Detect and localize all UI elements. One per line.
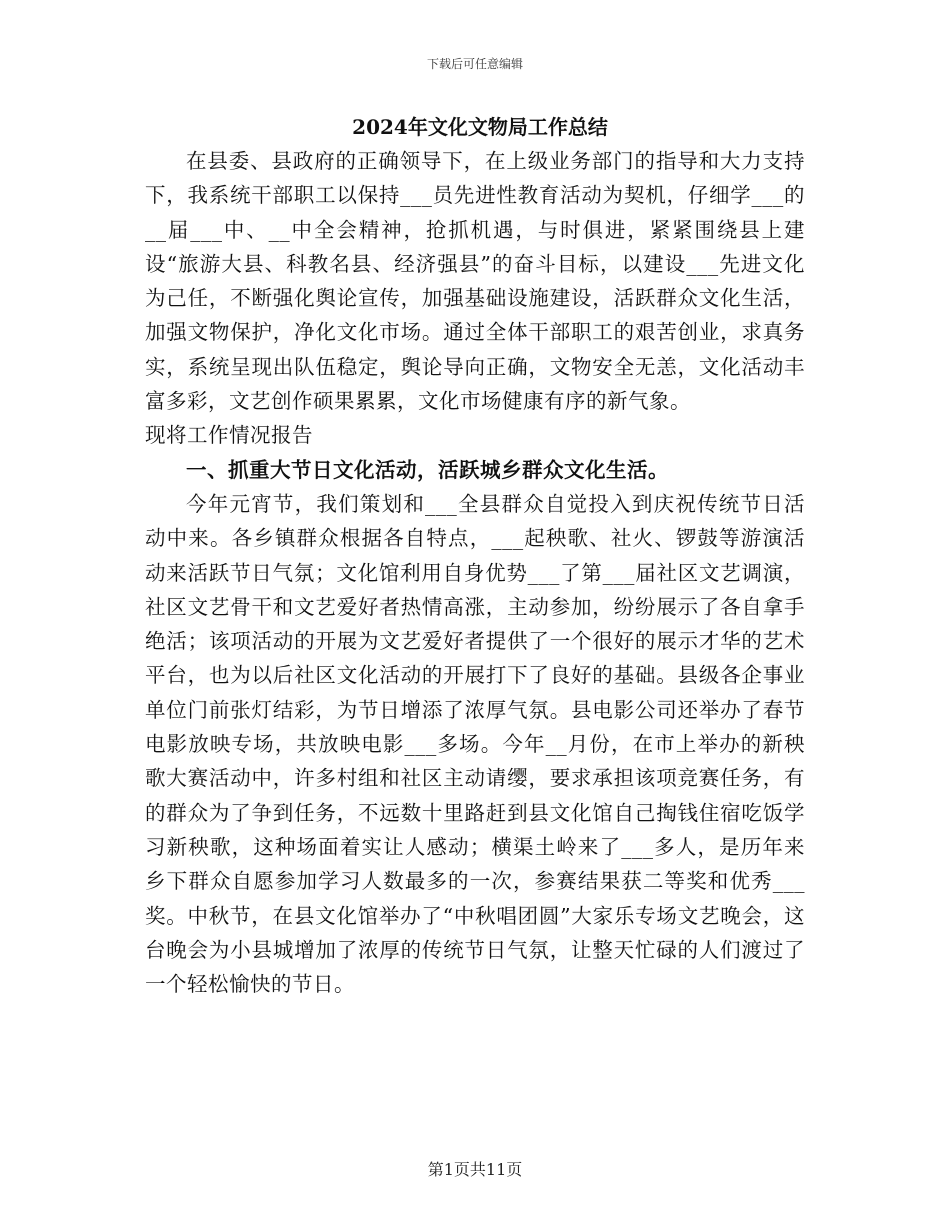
section-1-paragraph: 今年元宵节，我们策划和___全县群众自觉投入到庆祝传统节日活动中来。各乡镇群众根据各自特点，___起秧歌、社火、锣鼓等游演活动来活跃节日气氛；文化馆利用自身优势___了第___届社区文艺调演，社区文艺骨干和文艺爱好者热情高涨，主动参加，纷纷展示了各自拿手绝活；该项活动的开展为文艺爱好者提供了一个很好的展示才华的艺术平台，也为以后社区文化活动的开展打下了良好的基础。县级各企事业单位门前张灯结彩，为节日增添了浓厚气氛。县电影公司还举办了春节电影放映专场，共放映电影___多场。今年__月份，在市上举办的新秧歌大赛活动中，许多村组和社区主动请缨，要求承担该项竞赛任务，有的群众为了争到任务，不远数十里路赶到县文化馆自己掏钱住宿吃饭学习新秧歌，这种场面着实让人感动；横渠土岭来了___多人，是历年来乡下群众自愿参加学习人数最多的一次，参赛结果获二等奖和优秀___奖。中秋节，在县文化馆举办了“中秋唱团圆”大家乐专场文艺晚会，这台晚会为小县城增加了浓厚的传统节日气氛，让整天忙碌的人们渡过了一个轻松愉快的节日。 [145, 491, 805, 997]
document-body [145, 110, 805, 1001]
intro-paragraph: 在县委、县政府的正确领导下，在上级业务部门的指导和大力支持下，我系统干部职工以保持___员先进性教育活动为契机，仔细学___的__届___中、__中全会精神，抢抓机遇，与时俱进，紧紧围绕县上建设“旅游大县、科教名县、经济强县”的奋斗目标，以建设___先进文化为己任，不断强化舆论宣传，加强基础设施建设，活跃群众文化生活，加强文物保护，净化文化市场。通过全体干部职工的艰苦创业，求真务实，系统呈现出队伍稳定，舆论导向正确，文物安全无恙，文化活动丰富多彩，文艺创作硕果累累，文化市场健康有序的新气象。 [145, 149, 805, 414]
report-line: 现将工作情况报告 [145, 423, 313, 448]
document-title: 2024年文化文物局工作总结 [352, 115, 608, 139]
page-header-note: 下载后可任意编辑 [426, 57, 523, 71]
page-number-footer: 第1页共11页 [427, 1160, 523, 1179]
section-heading-1: 一、抓重大节日文化活动，活跃城乡群众文化生活。 [186, 457, 669, 482]
